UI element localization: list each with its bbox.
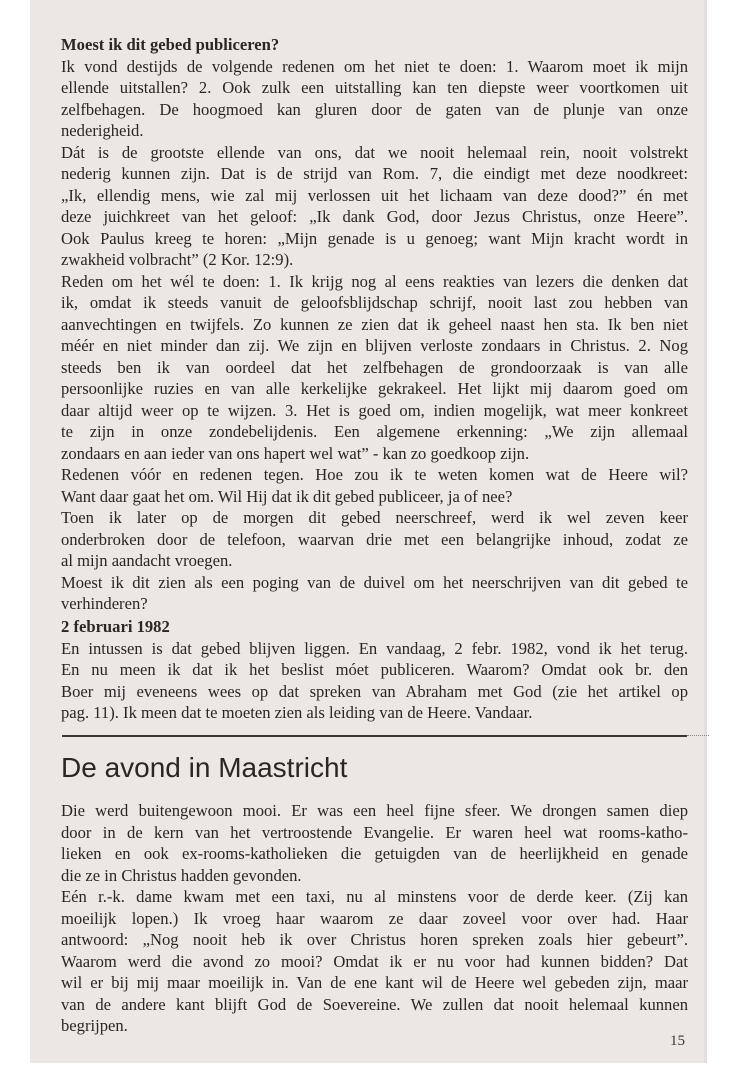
paragraph-lines [61, 56, 688, 615]
text-line: Waarom werd die avond zo mooi? Omdat ik er nu voor had kunnen bidden? Dat [61, 951, 688, 971]
text-line: die ze in Christus hadden gevonden. [61, 865, 302, 885]
section-publish [61, 34, 688, 615]
text-line: begrijpen. [61, 1016, 128, 1035]
text-line: Moest ik dit zien als een poging van de duivel om het neerschrijven van dit gebed te [61, 572, 688, 592]
text-line: Reden om het wél te doen: 1. Ik krijg nog al eens reakties van lezers die denken dat [61, 271, 688, 291]
section-date [61, 616, 688, 724]
text-line: En nu meen ik dat ik het beslist móet publiceren. Waarom? Omdat ook br. den [61, 660, 688, 679]
paragraph-lines [61, 638, 688, 724]
text-line: En intussen is dat gebed blijven liggen. En vandaag, 2 febr. 1982, vond ik het terug. [61, 638, 688, 658]
text-line: „Ik, ellendig mens, wie zal mij verlossen uit het lichaam van deze dood?” én met [61, 185, 688, 205]
paragraph-lines [61, 800, 688, 1037]
text-line: Die werd buitengewoon mooi. Er was een heel fijne sfeer. We drongen samen diep [61, 801, 688, 820]
section-divider [62, 735, 687, 737]
text-line: persoonlijke ruzies en van alle kerkelijke gekrakeel. Het lijkt mij daarom goed om [61, 379, 688, 398]
text-line: antwoord: „Nog nooit heb ik over Christus horen spreken zoals hier gebeurt”. [61, 930, 688, 949]
text-line: steeds ben ik van oordeel dat het zelfbehagen de grondoorzaak is van alle [61, 357, 688, 377]
text-line: Eén r.-k. dame kwam met een taxi, nu al minstens voor de derde keer. (Zij kan [61, 887, 688, 906]
text-line: van de andere kant blijft God de Soevereine. We zullen dat nooit helemaal kunnen [61, 994, 688, 1014]
text-line: te zijn in onze zondebelijdenis. Een algemene erkenning: „We zijn allemaal [61, 422, 688, 441]
text-line: pag. 11). Ik meen dat te moeten zien als leiding van de Heere. Vandaar. [61, 703, 533, 722]
section-divider-tail [687, 735, 709, 737]
text-line: verhinderen? [61, 594, 148, 613]
text-line: Redenen vóór en redenen tegen. Hoe zou ik te weten komen wat de Heere wil? [61, 465, 688, 484]
text-line: zondaars en aan ieder van ons hapert wel wat” - kan zo goedkoop zijn. [61, 443, 530, 463]
text-line: zwakheid volbracht” (2 Kor. 12:9). [61, 250, 294, 269]
text-line: moeilijk lopen.) Ik vroeg haar waarom ze daar zoveel voor over had. Haar [61, 908, 688, 928]
text-line: ellende uitstallen? 2. Ook zulk een uitstalling kan ten diepste weer voortkomen uit [61, 78, 688, 97]
text-line: wil er bij mij maar moeilijk in. Van de ene kant wil de Heere wel gebeden zijn, maar [61, 973, 688, 992]
text-line: méér en niet minder dan zij. We zijn en blijven verloste zondaars in Christus. 2. Nog [61, 336, 688, 355]
date-heading: 2 februari 1982 [61, 617, 170, 636]
text-line: Ook Paulus kreeg te horen: „Mijn genade is u genoeg; want Mijn kracht wordt in [61, 228, 688, 248]
text-line: Want daar gaat het om. Wil Hij dat ik dit gebed publiceer, ja of nee? [61, 486, 513, 506]
section-title: Moest ik dit gebed publiceren? [61, 35, 280, 54]
text-line: ik, omdat ik steeds vanuit de geloofsblijdschap schrijf, nooit last zou hebben van [61, 293, 688, 312]
text-line: Toen ik later op de morgen dit gebed neerschreef, werd ik wel zeven keer [61, 508, 688, 527]
text-line: Boer mij eveneens wees op dat spreken van Abraham met God (zie het artikel op [61, 681, 688, 701]
document-page [30, 0, 707, 1063]
text-line: nederigheid. [61, 121, 144, 140]
text-line: nederig kunnen zijn. Dat is de strijd van Rom. 7, die eindigt met deze noodkreet: [61, 164, 688, 183]
page-number: 15 [670, 1033, 685, 1049]
text-line: daar altijd weer op te wijzen. 3. Het is goed om, indien mogelijk, wat meer konkreet [61, 400, 688, 420]
text-line: door in de kern van het vertroostende Evangelie. Er waren heel wat rooms-katho- [61, 822, 688, 842]
text-line: zelfbehagen. De hoogmoed kan gluren door de gaten van de plunje van onze [61, 99, 688, 119]
text-line: aanvechtingen en twijfels. Zo kunnen ze zien dat ik geheel naast hen sta. Ik ben niet [61, 314, 688, 334]
text-line: al mijn aandacht vroegen. [61, 551, 233, 570]
text-line: lieken en ook ex-rooms-katholieken die getuigden van de heerlijkheid en genade [61, 844, 688, 863]
article-heading: De avond in Maastricht [61, 752, 348, 783]
text-line: onderbroken door de telefoon, waarvan drie met een belangrijke inhoud, zodat ze [61, 529, 688, 549]
text-line: deze juichkreet van het geloof: „Ik dank God, door Jezus Christus, onze Heere”. [61, 207, 688, 226]
section-maastricht [61, 800, 688, 1037]
text-line: Dát is de grootste ellende van ons, dat we nooit helemaal rein, nooit volstrekt [61, 142, 688, 162]
text-line: Ik vond destijds de volgende redenen om het niet te doen: 1. Waarom moet ik mijn [61, 56, 688, 76]
